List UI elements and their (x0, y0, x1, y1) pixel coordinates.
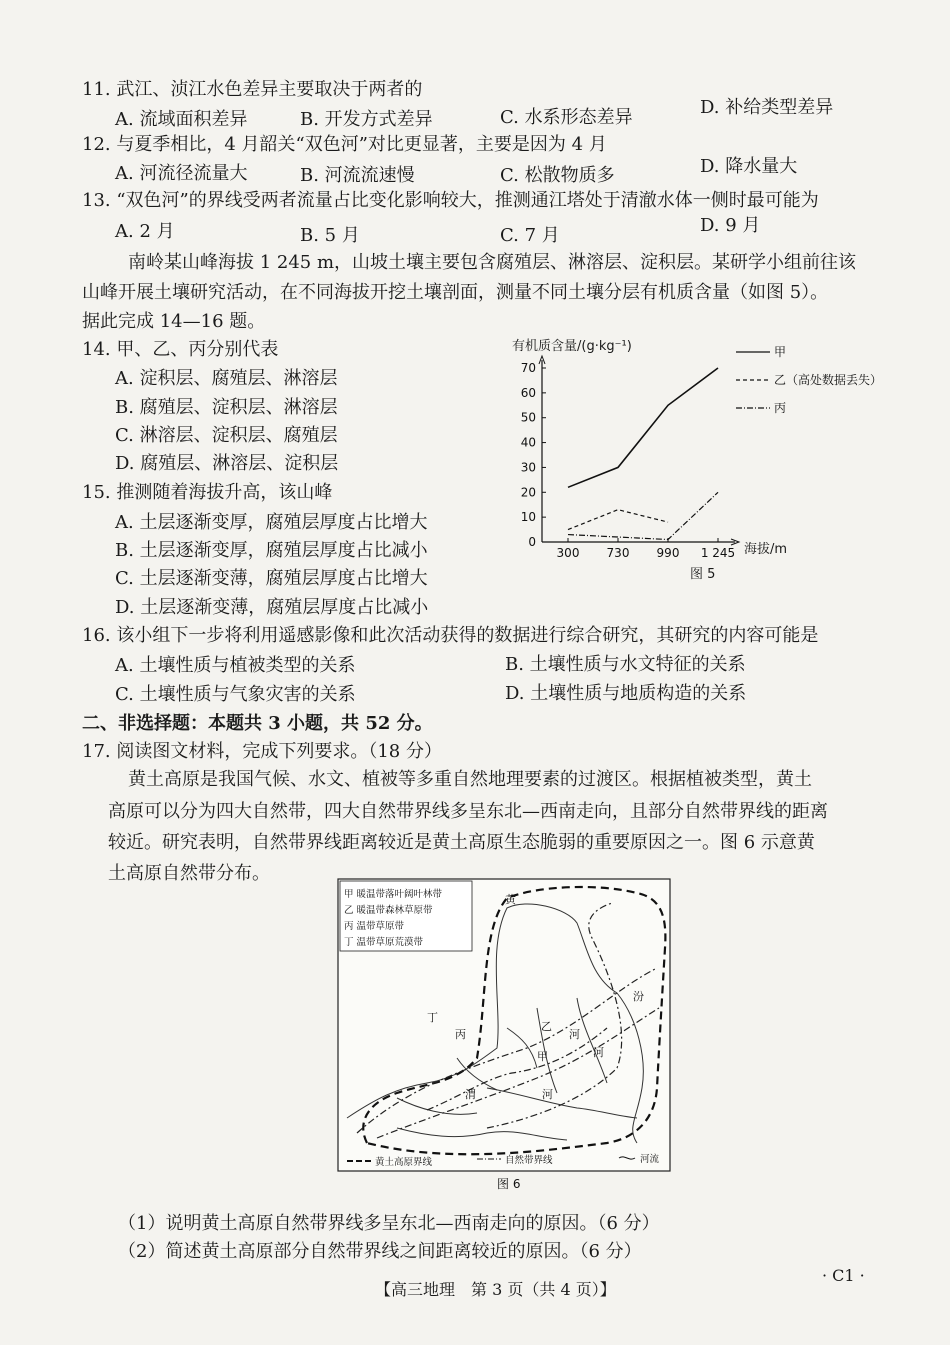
q14-option-c: C. 淋溶层、淀积层、腐殖层 (115, 425, 338, 446)
fig6-legend-item-1: 甲 暖温带落叶阔叶林带 (344, 889, 443, 900)
fig6-legend-boundary: 黄土高原界线 (375, 1157, 433, 1168)
q16-option-b: B. 土壤性质与水文特征的关系 (505, 654, 746, 675)
intro-14-line3: 据此完成 14—16 题。 (82, 311, 266, 332)
y-tick-label: 60 (520, 385, 536, 400)
figure6-map (337, 878, 677, 1198)
q12-stem: 12. 与夏季相比，4 月韶关“双色河”对比更显著，主要是因为 4 月 (82, 134, 607, 155)
y-tick-label: 50 (520, 410, 536, 425)
y-tick-label: 20 (520, 485, 536, 500)
fig6-legend-item-4: 丁 温带草原荒漠带 (344, 937, 424, 948)
figure6-caption: 图 6 (497, 1177, 521, 1191)
q17-sub1: （1）说明黄土高原自然带界线多呈东北—西南走向的原因。（6 分） (118, 1213, 660, 1234)
chart-xlabel: 海拔/m (744, 542, 788, 557)
x-tick-label: 300 (556, 546, 580, 560)
series-line-2 (568, 510, 668, 530)
q13-option-d: D. 9 月 (700, 215, 761, 236)
fig6-legend-item-2: 乙 暖温带森林草原带 (344, 905, 433, 916)
q16-option-c: C. 土壤性质与气象灾害的关系 (115, 684, 356, 705)
q11-option-a: A. 流域面积差异 (115, 109, 248, 130)
x-tick-label: 730 (606, 546, 630, 560)
q17-para-line2: 高原可以分为四大自然带，四大自然带界线多呈东北—西南走向，且部分自然带界线的距离 (108, 801, 828, 822)
y-tick-label: 10 (520, 510, 536, 525)
fig6-legend-item-3: 丙 温带草原带 (344, 921, 405, 932)
fig6-label-he2: 河 (593, 1046, 604, 1059)
intro-14-line2: 山峰开展土壤研究活动，在不同海拔开挖土壤剖面，测量不同土壤分层有机质含量（如图 5）。 (82, 282, 829, 303)
series-line-1 (568, 368, 718, 487)
q17-stem: 17. 阅读图文材料，完成下列要求。（18 分） (82, 741, 442, 762)
legend-label-1: 甲 (774, 345, 787, 359)
x-tick-label: 1 245 (700, 546, 736, 560)
q17-sub2: （2）简述黄土高原部分自然带界线之间距离较近的原因。（6 分） (118, 1241, 642, 1262)
q14-option-a: A. 淀积层、腐殖层、淋溶层 (115, 368, 338, 389)
q13-option-a: A. 2 月 (115, 221, 175, 242)
y-tick-label: 40 (520, 435, 536, 450)
figure5-chart (500, 330, 910, 590)
q12-option-c: C. 松散物质多 (500, 165, 615, 186)
fig6-legend-zone: 自然带界线 (505, 1155, 553, 1166)
q15-option-d: D. 土层逐渐变薄，腐殖层厚度占比减小 (115, 597, 429, 618)
q11-option-d: D. 补给类型差异 (700, 97, 834, 118)
fig6-label-ding: 丁 (427, 1011, 438, 1024)
y-tick-label: 70 (520, 361, 536, 375)
q12-option-b: B. 河流流速慢 (300, 165, 415, 186)
q14-stem: 14. 甲、乙、丙分别代表 (82, 339, 279, 360)
q16-option-d: D. 土壤性质与地质构造的关系 (505, 683, 747, 704)
legend-label-3: 丙 (774, 401, 787, 415)
fig6-legend-river: 河流 (640, 1154, 660, 1165)
q12-option-a: A. 河流径流量大 (115, 163, 248, 184)
q13-option-c: C. 7 月 (500, 225, 560, 246)
q11-option-c: C. 水系形态差异 (500, 107, 633, 128)
footer-page-label: 【高三地理 第 3 页（共 4 页）】 (375, 1280, 616, 1299)
q15-stem: 15. 推测随着海拔升高，该山峰 (82, 482, 333, 503)
intro-14-line1: 南岭某山峰海拔 1 245 m，山坡土壤主要包含腐殖层、淋溶层、淀积层。某研学小组前往该 (128, 252, 857, 273)
fig6-label-bing: 丙 (455, 1028, 466, 1041)
q16-option-a: A. 土壤性质与植被类型的关系 (115, 655, 356, 676)
q12-option-d: D. 降水量大 (700, 156, 798, 177)
q14-option-b: B. 腐殖层、淀积层、淋溶层 (115, 397, 338, 418)
q17-para-line4: 土高原自然带分布。 (108, 863, 270, 884)
q15-option-a: A. 土层逐渐变厚，腐殖层厚度占比增大 (115, 512, 428, 533)
q17-para-line3: 较近。研究表明，自然带界线距离较近是黄土高原生态脆弱的重要原因之一。图 6 示意黄 (108, 832, 815, 853)
q13-option-b: B. 5 月 (300, 225, 360, 246)
legend-label-2: 乙（高处数据丢失） (774, 373, 883, 387)
q16-stem: 16. 该小组下一步将利用遥感影像和此次活动获得的数据进行综合研究，其研究的内容可能是 (82, 625, 819, 646)
fig6-label-he1: 河 (569, 1028, 580, 1041)
fig6-label-huang: 黄 (505, 893, 516, 906)
q17-para-line1: 黄土高原是我国气候、水文、植被等多重自然地理要素的过渡区。根据植被类型，黄土 (128, 769, 812, 790)
q14-option-d: D. 腐殖层、淋溶层、淀积层 (115, 453, 339, 474)
footer-code: · C1 · (822, 1266, 865, 1285)
fig6-label-fen: 汾 (633, 990, 644, 1003)
fig6-label-jia: 甲 (537, 1050, 548, 1063)
q15-option-b: B. 土层逐渐变厚，腐殖层厚度占比减小 (115, 540, 428, 561)
chart-ylabel: 有机质含量/(g·kg⁻¹) (512, 339, 632, 354)
q15-option-c: C. 土层逐渐变薄，腐殖层厚度占比增大 (115, 568, 428, 589)
fig6-label-yi: 乙 (541, 1020, 552, 1033)
q13-stem: 13. “双色河”的界线受两者流量占比变化影响较大，推测通江塔处于清澈水体一侧时最可能为 (82, 190, 819, 211)
q11-option-b: B. 开发方式差异 (300, 109, 433, 130)
y-tick-label: 30 (520, 460, 536, 475)
q11-stem: 11. 武江、浈江水色差异主要取决于两者的 (82, 79, 423, 100)
fig6-label-wei: 渭 (465, 1088, 476, 1101)
fig6-label-he3: 河 (542, 1088, 553, 1101)
x-tick-label: 990 (656, 546, 680, 560)
figure5-caption: 图 5 (690, 567, 716, 582)
section-2-heading: 二、非选择题：本题共 3 小题，共 52 分。 (82, 713, 433, 734)
y-tick-label: 0 (528, 535, 536, 549)
